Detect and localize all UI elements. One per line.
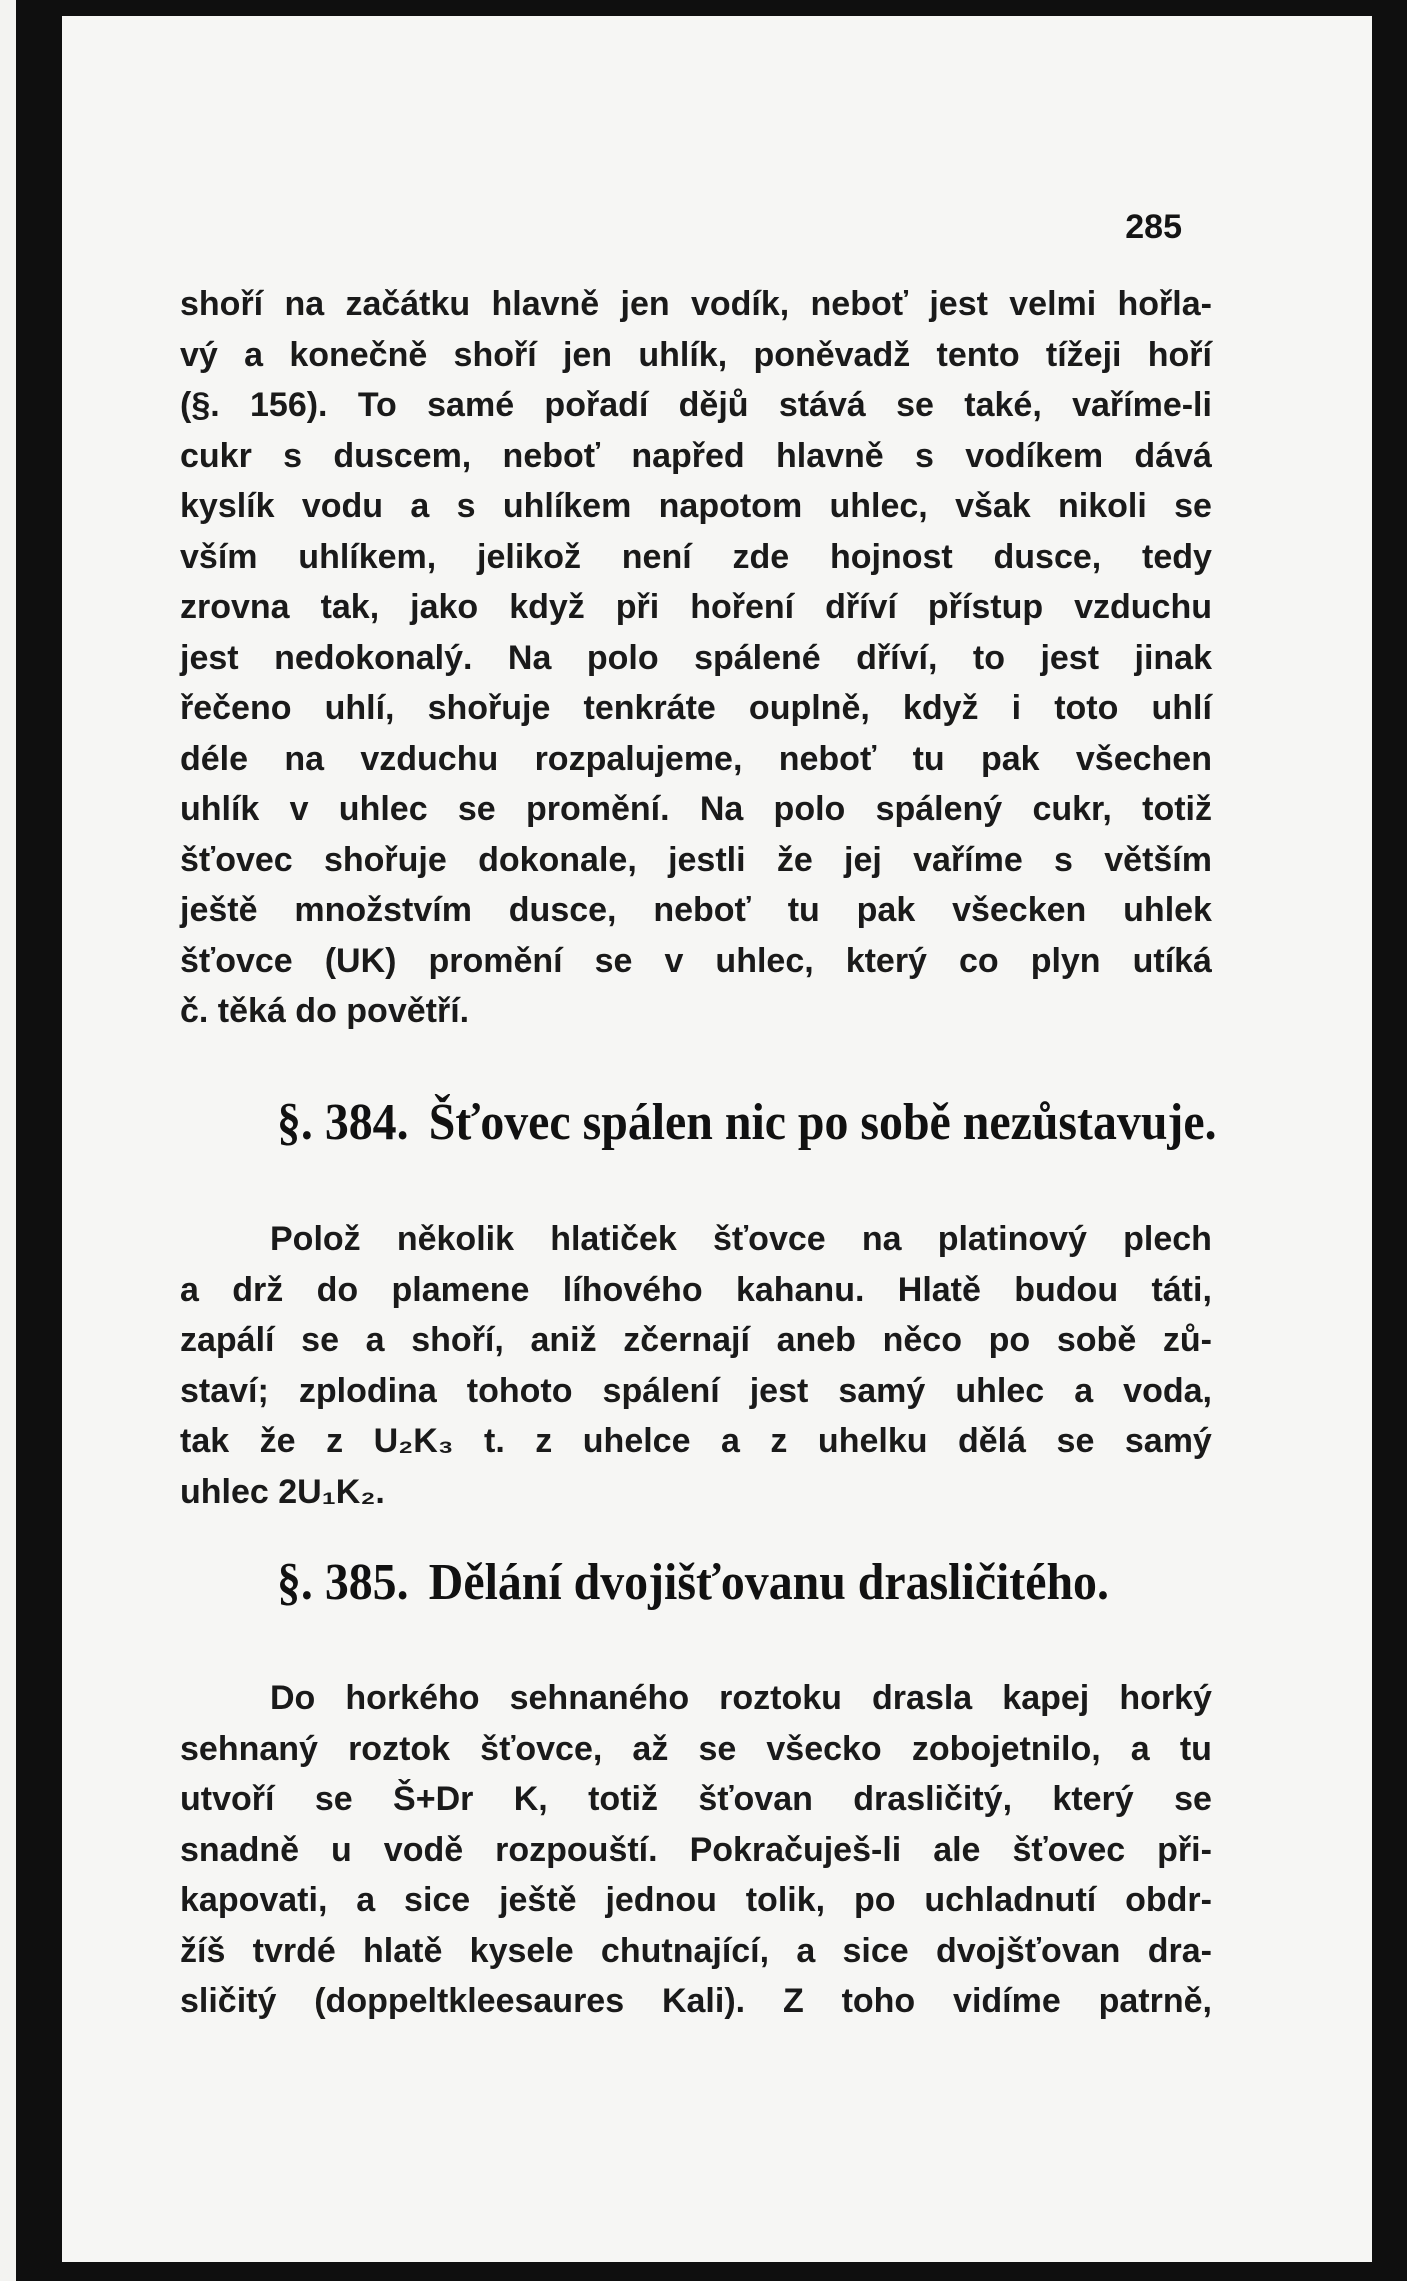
section-385-number: §. 385. [277, 1554, 409, 1611]
text-line: šťovec shořuje dokonale, jestli že jej vaříme s větším [180, 840, 1212, 879]
section-385-heading [277, 1553, 1109, 1612]
section-385-paragraph [180, 1673, 1212, 2027]
text-line: a drž do plamene líhového kahanu. Hlatě budou táti, [180, 1270, 1212, 1309]
text-line: staví; zplodina tohoto spálení jest samý uhlec a voda, [180, 1371, 1212, 1410]
page-number: 285 [1125, 208, 1182, 246]
section-384-paragraph [180, 1214, 1212, 1517]
text-line: (§. 156). To samé pořadí dějů stává se také, vaříme-li [180, 386, 1212, 424]
paragraph-continuation [180, 279, 1212, 1037]
text-line: zapálí se a shoří, aniž zčernají aneb něco po sobě zů- [180, 1321, 1212, 1359]
text-line: uhlec 2U₁K₂. [180, 1472, 385, 1511]
text-line: řečeno uhlí, shořuje tenkráte ouplně, když i toto uhlí [180, 689, 1212, 727]
text-line: Polož několik hlatiček šťovce na platinový plech [270, 1220, 1212, 1258]
text-line: déle na vzduchu rozpalujeme, neboť tu pak všechen [180, 739, 1212, 778]
text-line: uhlík v uhlec se promění. Na polo spálený cukr, totiž [180, 790, 1212, 828]
text-line: vším uhlíkem, jelikož není zde hojnost dusce, tedy [180, 537, 1212, 576]
text-line: sehnaný roztok šťovce, až se všecko zobojetnilo, a tu [180, 1729, 1212, 1768]
text-line: č. těká do povětří. [180, 992, 470, 1030]
section-384-number: §. 384. [277, 1094, 409, 1151]
text-line: tak že z U₂K₃ t. z uhelce a z uhelku dělá se samý [180, 1422, 1212, 1460]
text-line: kapovati, a sice ještě jednou tolik, po uchladnutí obdr- [180, 1881, 1212, 1919]
text-line: zrovna tak, jako když při hoření dříví přístup vzduchu [180, 588, 1212, 626]
section-384-heading [277, 1093, 1217, 1152]
text-line: sličitý (doppeltkleesaures Kali). Z toho vidíme patrně, [180, 1982, 1212, 2020]
text-line: ještě množstvím dusce, neboť tu pak všecken uhlek [180, 891, 1212, 929]
text-line: vý a konečně shoří jen uhlík, poněvadž tento tížeji hoří [180, 335, 1212, 374]
text-line: žíš tvrdé hlatě kysele chutnající, a sice dvojšťovan dra- [180, 1931, 1212, 1970]
text-line: utvoří se Š+Dr K, totiž šťovan drasličitý, který se [180, 1780, 1212, 1818]
book-page [62, 16, 1372, 2262]
text-line: Do horkého sehnaného roztoku drasla kapej horký [270, 1679, 1212, 1717]
left-page-edge [0, 0, 16, 2281]
text-line: kyslík vodu a s uhlíkem napotom uhlec, však nikoli se [180, 487, 1212, 525]
section-385-title: Dělání dvojišťovanu drasličitého. [428, 1554, 1109, 1611]
text-line: shoří na začátku hlavně jen vodík, neboť jest velmi hořla- [180, 285, 1212, 323]
text-line: cukr s duscem, neboť napřed hlavně s vodíkem dává [180, 436, 1212, 475]
text-line: snadně u vodě rozpouští. Pokračuješ-li ale šťovec při- [180, 1830, 1212, 1869]
section-384-title: Šťovec spálen nic po sobě nezůstavuje. [428, 1094, 1217, 1151]
text-line: jest nedokonalý. Na polo spálené dříví, to jest jinak [180, 638, 1212, 677]
text-line: šťovce (UK) promění se v uhlec, který co plyn utíká [180, 941, 1212, 980]
